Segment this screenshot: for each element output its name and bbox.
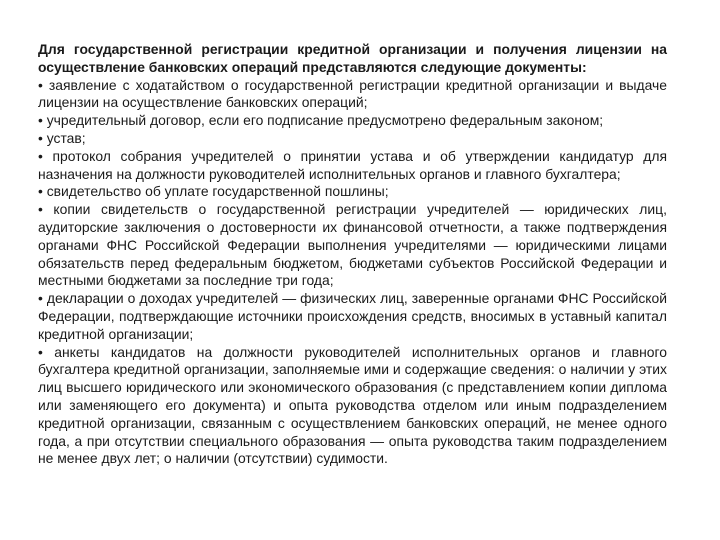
list-item-candidate-questionnaires: • анкеты кандидатов на должности руководителей исполнительных органов и главного бухгалтера кредитной организации, заполняемые ими и содержащие сведения: о наличии у этих лиц высшего юридического или экономического образования (с представлением копии диплома или заменяющего его документа) и опыта руководства отделом или иным подразделением кредитной организации, связанным с осуществлением банковских операций, не менее одного года, а при отсутствии специального образования — опыта руководства таким подразделением не менее двух лет; о наличии (отсутствии) судимости.	[38, 343, 667, 467]
list-item-founding-agreement: • учредительный договор, если его подписание предусмотрено федеральным законом;	[38, 112, 604, 129]
list-item-application: • заявление с ходатайством о государственной регистрации кредитной организации и выдаче лицензии на осуществление банковских операций;	[38, 76, 667, 111]
list-item-duty-receipt: • свидетельство об уплате государственной пошлины;	[38, 183, 389, 200]
list-item-income-declarations: • декларации о доходах учредителей — физических лиц, заверенные органами ФНС Российской Федерации, подтверждающие источники происхождения средств, вносимых в уставный капитал кредитной организации;	[38, 290, 667, 342]
document-body	[38, 41, 667, 468]
list-item-founders-certificates: • копии свидетельств о государственной регистрации учредителей — юридических лиц, аудиторские заключения о достоверности их финансовой отчетности, а также подтверждения органами ФНС Российской Федерации выполнения учредителями — юридическими лицами обязательств перед федеральным бюджетом, бюджетами субъектов Российской Федерации и местными бюджетами за последние три года;	[38, 201, 667, 289]
list-item-founders-protocol: • протокол собрания учредителей о принятии устава и об утверждении кандидатур для назначения на должности руководителей исполнительных органов и главного бухгалтера;	[38, 147, 667, 182]
list-item-charter: • устав;	[38, 129, 86, 146]
document-heading: Для государственной регистрации кредитной организации и получения лицензии на осуществление банковских операций представляются следующие документы:	[38, 41, 667, 75]
